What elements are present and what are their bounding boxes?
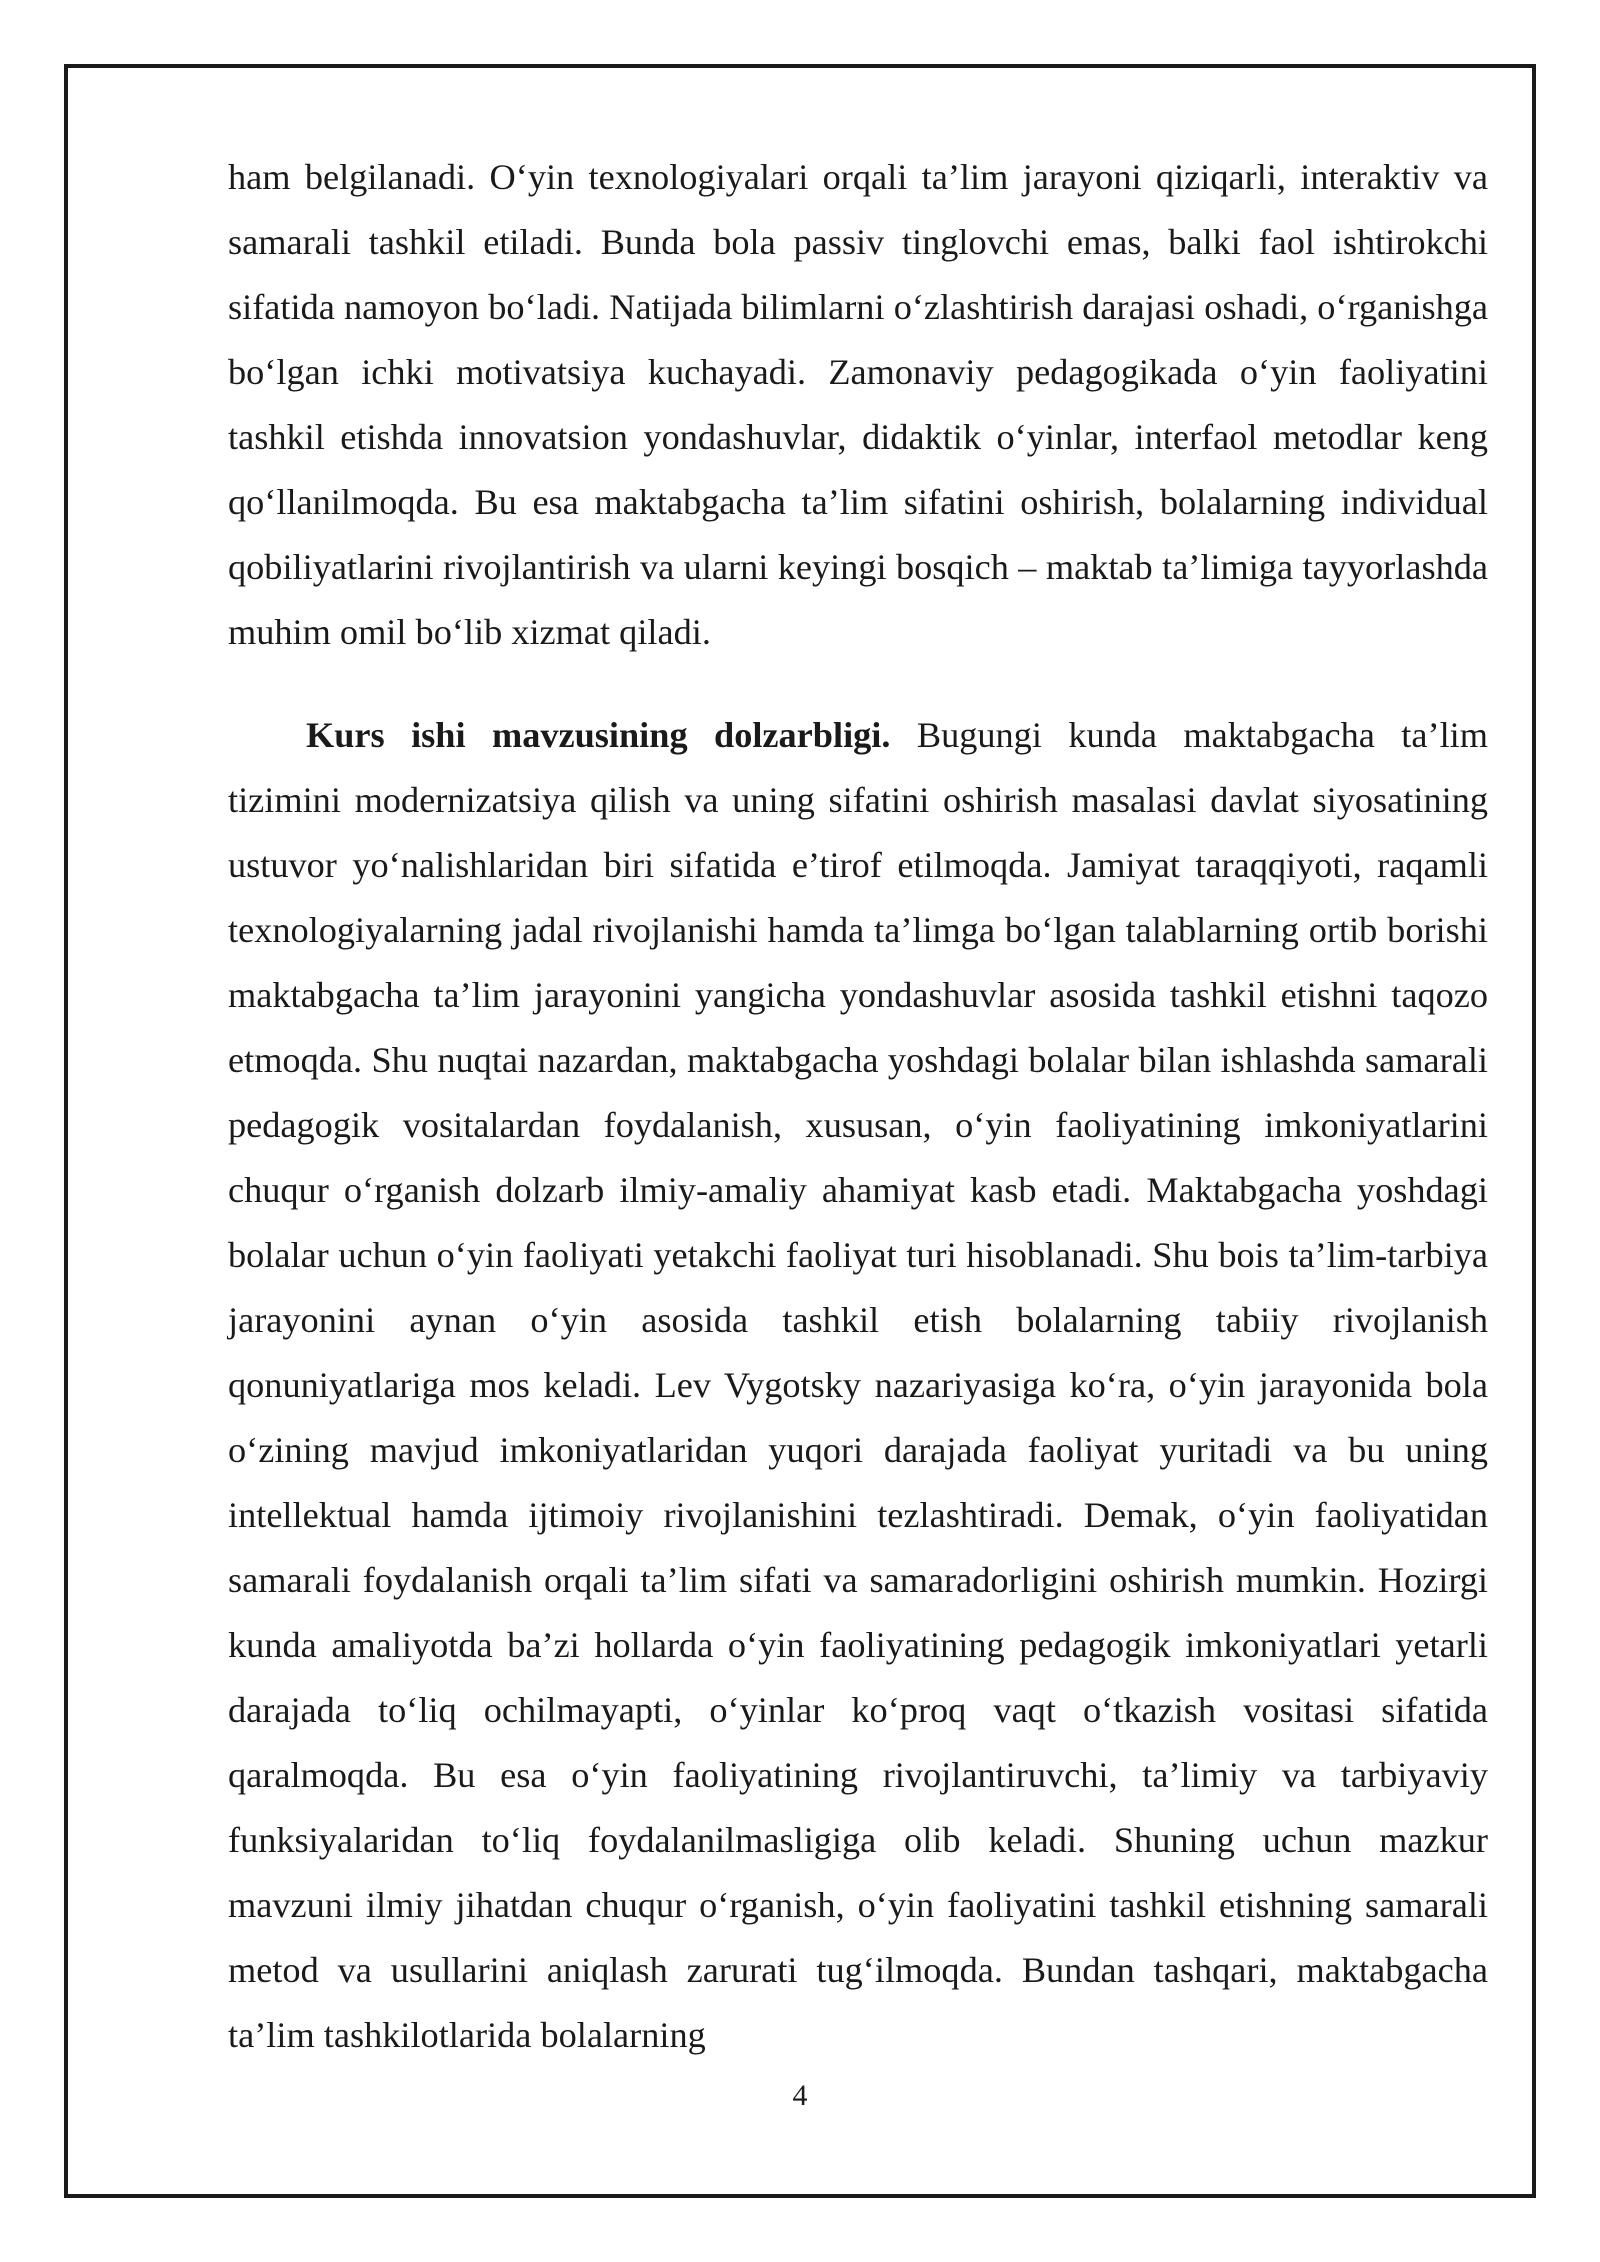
paragraph-relevance (228, 703, 1488, 2068)
paragraph-text: ham belgilanadi. O‘yin texnologiyalari orqali ta’lim jarayoni qiziqarli, interaktiv va samarali tashkil etiladi. Bunda bola passiv tinglovchi emas, balki faol ishtirokchi sifatida namoyon bo‘ladi. Natijada bilimlarni o‘zlashtirish darajasi oshadi, o‘rganishga bo‘lgan ichki motivatsiya kuchayadi. Zamonaviy pedagogikada o‘yin faoliyatini tashkil etishda innovatsion yondashuvlar, didaktik o‘yinlar, interfaol metodlar keng qo‘llanilmoqda. Bu esa maktabgacha ta’lim sifatini oshirish, bolalarning individual qobiliyatlarini rivojlantirish va ularni keyingi bosqich – maktab ta’limiga tayyorlashda muhim omil bo‘lib xizmat qiladi. (228, 157, 1488, 652)
section-heading-relevance: Kurs ishi mavzusining dolzarbligi. (306, 715, 891, 755)
document-body (228, 145, 1488, 2068)
page-number: 4 (792, 2079, 808, 2112)
paragraph-text: Bugungi kunda maktabgacha ta’lim tizimini modernizatsiya qilish va uning sifatini oshirish masalasi davlat siyosatining ustuvor yo‘nalishlaridan biri sifatida e’tirof etilmoqda. Jamiyat taraqqiyoti, raqamli texnologiyalarning jadal rivojlanishi hamda ta’limga bo‘lgan talablarning ortib borishi maktabgacha ta’lim jarayonini yangicha yondashuvlar asosida tashkil etishni taqozo etmoqda. Shu nuqtai nazardan, maktabgacha yoshdagi bolalar bilan ishlashda samarali pedagogik vositalardan foydalanish, xususan, o‘yin faoliyatining imkoniyatlarini chuqur o‘rganish dolzarb ilmiy-amaliy ahamiyat kasb etadi. Maktabgacha yoshdagi bolalar uchun o‘yin faoliyati yetakchi faoliyat turi hisoblanadi. Shu bois ta’lim-tarbiya jarayonini aynan o‘yin asosida tashkil etish bolalarning tabiiy rivojlanish qonuniyatlariga mos keladi. Lev Vygotsky nazariyasiga ko‘ra, o‘yin jarayonida bola o‘zining mavjud imkoniyatlaridan yuqori darajada faoliyat yuritadi va bu uning intellektual hamda ijtimoiy rivojlanishini tezlashtiradi. Demak, o‘yin faoliyatidan samarali foydalanish orqali ta’lim sifati va samaradorligini oshirish mumkin. Hozirgi kunda amaliyotda ba’zi hollarda o‘yin faoliyatining pedagogik imkoniyatlari yetarli darajada to‘liq ochilmayapti, o‘yinlar ko‘proq vaqt o‘tkazish vositasi sifatida qaralmoqda. Bu esa o‘yin faoliyatining rivojlantiruvchi, ta’limiy va tarbiyaviy funksiyalaridan to‘liq foydalanilmasligiga olib keladi. Shuning uchun mazkur mavzuni ilmiy jihatdan chuqur o‘rganish, o‘yin faoliyatini tashkil etishning samarali metod va usullarini aniqlash zarurati tug‘ilmoqda. Bundan tashqari, maktabgacha ta’lim tashkilotlarida bolalarning (228, 715, 1488, 2055)
paragraph-continuation (228, 145, 1488, 665)
